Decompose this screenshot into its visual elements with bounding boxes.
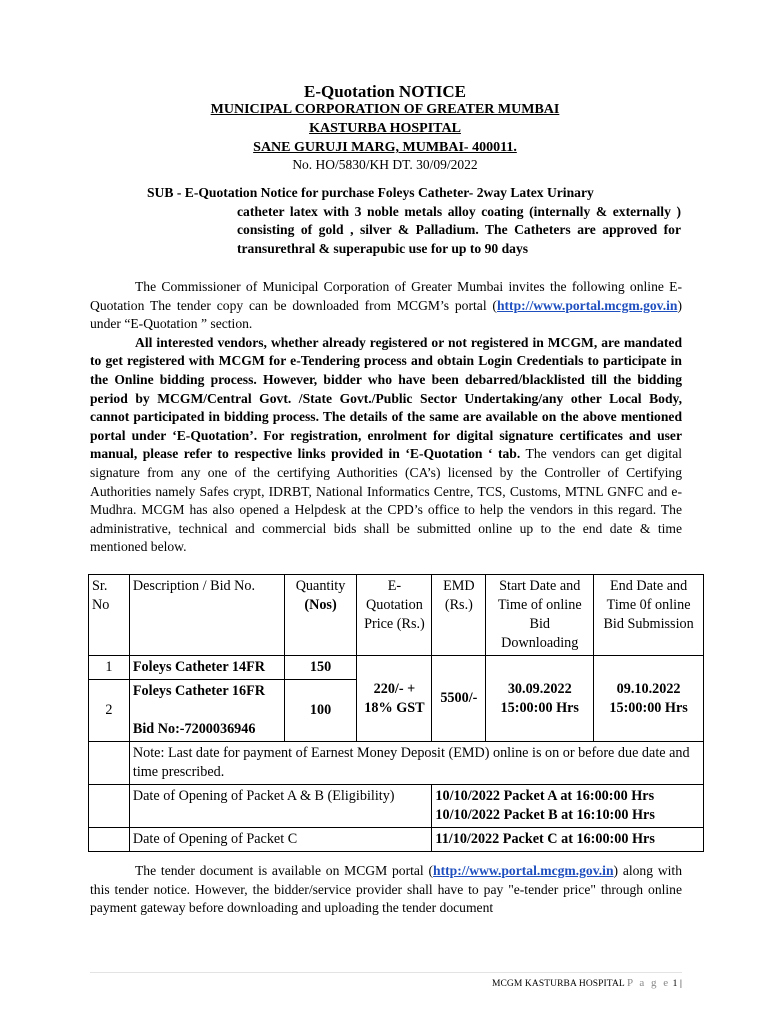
org-name: MUNICIPAL CORPORATION OF GREATER MUMBAI [210, 102, 560, 117]
intro-paragraph [90, 278, 682, 557]
footer-label: MCGM KASTURBA HOSPITAL [491, 979, 625, 989]
hospital-name: KASTURBA HOSPITAL [309, 121, 461, 136]
page-footer [400, 977, 682, 989]
subject-block [147, 184, 681, 258]
header-emd: EMD (Rs.) [432, 575, 486, 656]
tender-document-paragraph: The tender document is available on MCGM portal (http://www.portal.mcgm.gov.in) along with this tender notice. However, the bidder/service provider shall have to pay "e-tender price" through online payment gateway before downloading and uploading the tender document [90, 863, 682, 916]
row-qty: 100 [284, 680, 357, 742]
reference-number: No. HO/5830/KH DT. 30/09/2022 [292, 157, 478, 172]
row-sr: 1 [89, 656, 130, 680]
emd-cell: 5500/- [432, 656, 486, 742]
subject-rest: catheter latex with 3 noble metals alloy coating (internally & externally ) consisting of gold , silver & Palladium. The Catheters are approved for transurethral & superapubic use for up to 90 days [237, 203, 681, 256]
packet-ab-row [89, 785, 704, 828]
packet-ab-label: Date of Opening of Packet A & B (Eligibility) [129, 785, 432, 828]
registration-requirements: All interested vendors, whether already registered or not registered in MCGM, are mandated to get registered with MCGM for e-Tendering process and obtain Login Credentials to participate in the Online bidding process. However, bidder who have been debarred/blacklisted till the bidding period by MCGM/Central Govt. /State Govt./Public Sector Undertaking/any other Local Body, cannot participated in bidding process. The details of the same are available on the above mentioned portal under ‘E-Quotation’. For registration, enrolment for digital signature certificates and user manual, please refer to respective links provided in ‘E-Quotation ‘ tab. [90, 334, 682, 462]
row-qty: 150 [284, 656, 357, 680]
intro-tail: ) under “E-Quotation ” section. [90, 297, 682, 332]
header-end-date: End Date and Time 0f online Bid Submission [594, 575, 704, 656]
start-datetime-cell: 30.09.2022 15:00:00 Hrs [486, 656, 594, 742]
row-item: Foleys Catheter 14FR [129, 656, 284, 680]
portal-link-2[interactable]: http://www.portal.mcgm.gov.in [433, 863, 614, 878]
bid-schedule-table [88, 574, 704, 852]
end-datetime-cell: 09.10.2022 15:00:00 Hrs [594, 656, 704, 742]
header-description: Description / Bid No. [129, 575, 284, 656]
header-price: E-Quotation Price (Rs.) [357, 575, 432, 656]
notice-title: E-Quotation NOTICE [304, 82, 466, 101]
footer-page-number: 1 | [672, 979, 682, 989]
bid-number: Bid No:-7200036946 [132, 721, 256, 737]
digital-signature-info: The vendors can get digital signature from any one of the certifying Authorities (CA’s) licensed by the Controller of Certifying Authorities namely Safes crypt, IDRBT, National Informatics Centre, TCS, Customs, MTNL GNFC and e-Mudhra. MCGM has also opened a Helpdesk at the CPD’s office to help the vendors in this regard. The administrative, technical and commercial bids shall be submitted online up to the end date & time mentioned below. [90, 446, 683, 555]
packet-c-label: Date of Opening of Packet C [129, 828, 432, 852]
portal-link[interactable]: http://www.portal.mcgm.gov.in [496, 297, 678, 313]
packet-ab-dates: 10/10/2022 Packet A at 16:00:00 Hrs 10/10/2022 Packet B at 16:10:00 Hrs [432, 785, 704, 828]
row-sr: 2 [89, 680, 130, 742]
header-quantity: Quantity (Nos) [284, 575, 357, 656]
footer-page-word: P a g e [626, 977, 671, 989]
subject-lead: SUB - E-Quotation Notice for purchase Foleys Catheter- 2way Latex Urinary [147, 185, 594, 200]
table-header-row [89, 575, 704, 656]
intro-text: The Commissioner of Municipal Corporation of Greater Mumbai invites the following online E-Quotation The tender copy can be downloaded from MCGM’s portal ( [90, 279, 682, 313]
price-cell: 220/- + 18% GST [357, 656, 432, 742]
header-sr-no: Sr. No [89, 575, 130, 656]
table-row [89, 656, 704, 680]
header-start-date: Start Date and Time of online Bid Downloading [486, 575, 594, 656]
note-row [89, 742, 704, 785]
emd-note: Note: Last date for payment of Earnest Money Deposit (EMD) online is on or before due date and time prescribed. [129, 742, 703, 785]
packet-c-date: 11/10/2022 Packet C at 16:00:00 Hrs [432, 828, 704, 852]
packet-c-row [89, 828, 704, 852]
hospital-address: SANE GURUJI MARG, MUMBAI- 400011. [253, 140, 517, 155]
row-item-with-bid: Foleys Catheter 16FR Bid No:-7200036946 [129, 680, 284, 742]
footer-divider [90, 972, 682, 973]
